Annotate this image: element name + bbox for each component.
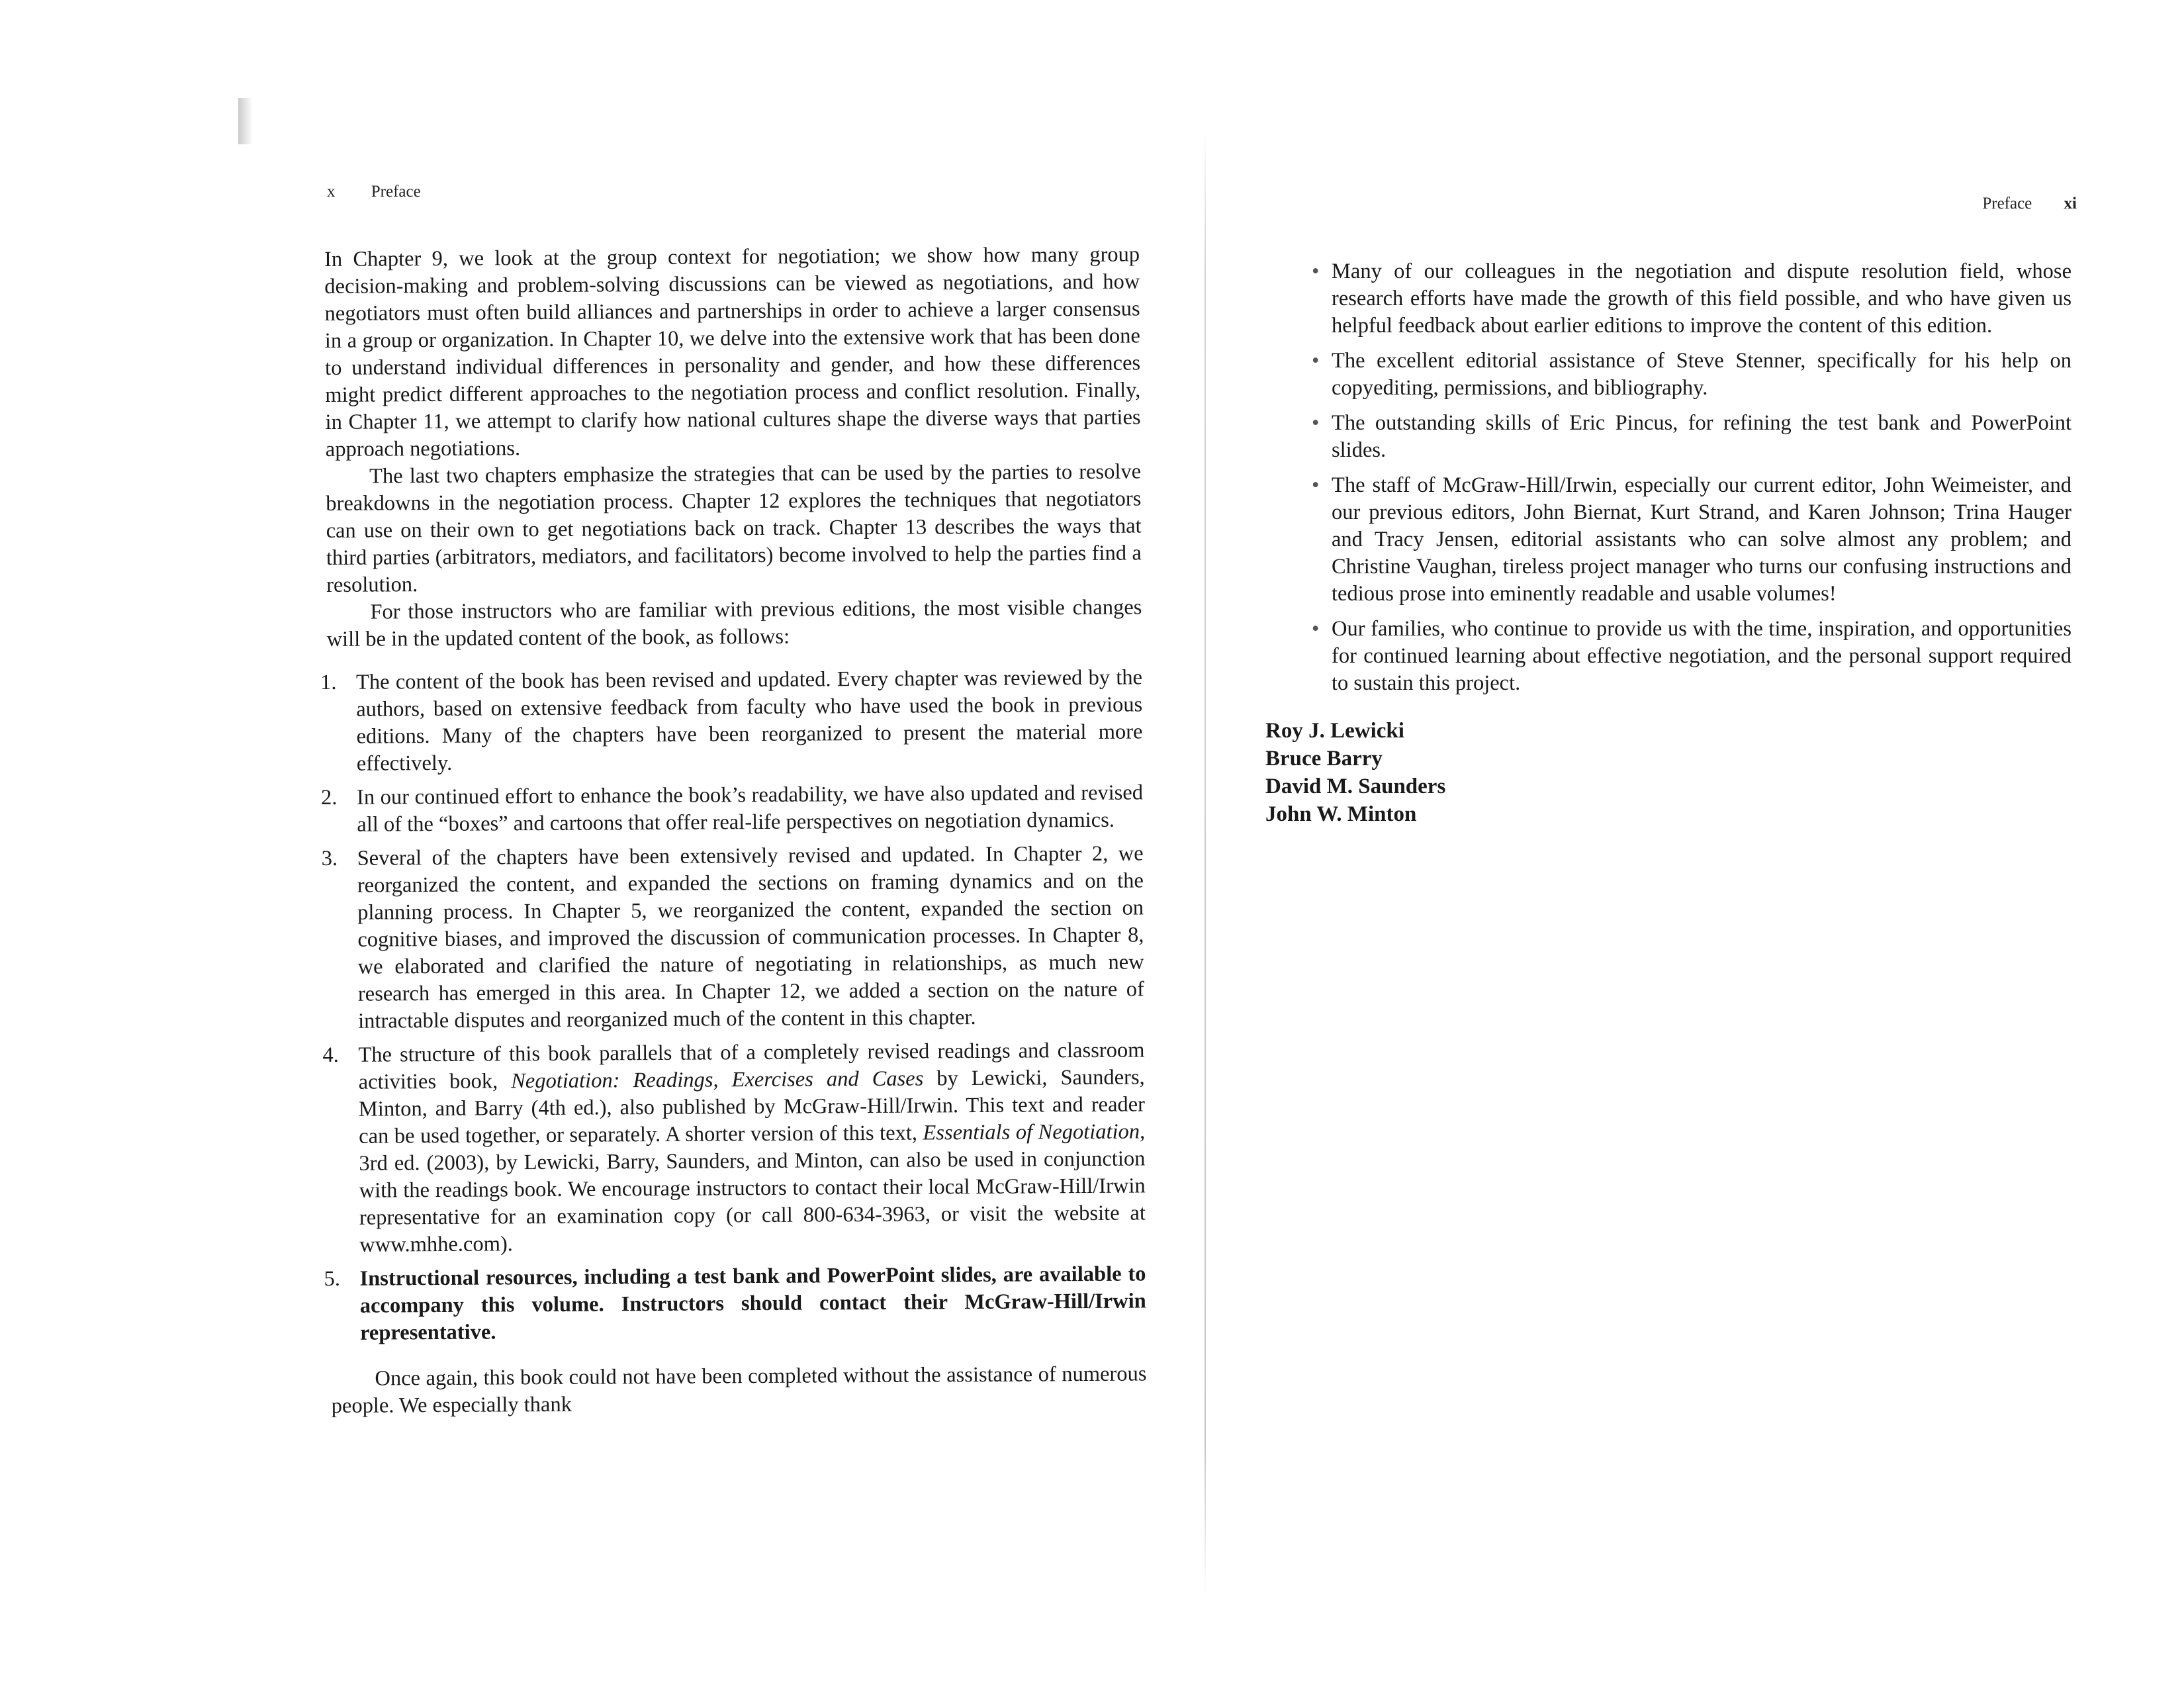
bullet-icon: • <box>1312 617 1320 641</box>
author-name: Roy J. Lewicki <box>1265 719 1404 743</box>
list-item <box>1265 348 2071 402</box>
list-item <box>1265 472 2071 608</box>
list-item-text: The content of the book has been revised and updated. Every chapter was reviewed by the authors, based on extensive feedback from faculty who have used the book in previous editions. Many of the chapters have been reorganized to present the material more effectively. <box>355 665 1143 776</box>
book-title-readings: Negotiation: Readings, Exercises and Cases <box>511 1066 924 1094</box>
bullet-icon: • <box>1312 473 1320 497</box>
paragraph-last-two-chapters: The last two chapters emphasize the strategies that can be used by the parties to resolve breakdowns in the negotiation process. Chapter 12 explores the techniques that negotiators can use on their own to get negotiations back on track. Chapter 13 describes the ways that third parties (arbitrators, mediators, and facilitators) become involved to help the parties find a resolution. <box>326 459 1142 597</box>
page-gutter <box>1205 126 1206 1595</box>
list-item <box>320 779 1144 839</box>
list-item-text-part: The structure of this book parallels that of a completely revised readings and classroom activities book, <box>358 1038 1145 1094</box>
list-item <box>324 1260 1146 1347</box>
list-item <box>1265 410 2071 464</box>
paragraph-chapters-9-11: In Chapter 9, we look at the group context for negotiation; we show how many group decision-making and problem-solving discussions can be viewed as negotiations, and how negotiators must often build alliances and partnerships in order to achieve a larger consensus in a group or organization. In Chapter 10, we delve into the extensive work that has been done to understand individual differences in personality and gender, and how these differences might predict different approaches to the negotiation process and conflict resolution. Finally, in Chapter 11, we attempt to clarify how national cultures shape the diverse ways that parties approach negotiations. <box>324 242 1141 461</box>
list-item <box>1265 258 2071 340</box>
list-item-text-part: by Lewicki, Saunders, Minton, and Barry (4th ed.), also published by McGraw-Hill/Irwin. This text and reader can be used together, or separately. A shorter version of this text, <box>358 1065 1146 1149</box>
list-item <box>321 840 1145 1035</box>
list-item-text-bold: Instructional resources, including a test bank and PowerPoint slides, are available to accompany this volume. Instructors should contact their McGraw-Hill/Irwin representative. <box>359 1262 1146 1345</box>
list-item-text: Many of our colleagues in the negotiation and dispute resolution field, whose research efforts have made the growth of this field possible, and who have given us helpful feedback about earlier editions to improve the content of this edition. <box>1332 259 2071 338</box>
list-item-text: Our families, who continue to provide us with the time, inspiration, and opportunities for continued learning about effective negotiation, and the personal support required to sustain this project. <box>1332 617 2071 695</box>
paragraph-instructors: For those instructors who are familiar with previous editions, the most visible changes will be in the updated content of the book, as follows: <box>326 595 1142 651</box>
list-item-number: 2. <box>320 785 338 810</box>
list-item-text-part: 3rd ed. (2003), by Lewicki, Barry, Saunders, and Minton, can also be used in conjunction with the readings book. We encourage instructors to contact their local McGraw-Hill/Irwin representative for an examination copy (or call 800-634-3963, or visit the website at www.mhhe.com). <box>359 1147 1146 1257</box>
book-title-essentials: Essentials of Negotiation, <box>923 1119 1146 1145</box>
author-signatures <box>1265 717 2071 828</box>
author-name: Bruce Barry <box>1265 747 1383 771</box>
list-item <box>320 664 1143 778</box>
author-name: John W. Minton <box>1265 802 1417 826</box>
bullet-icon: • <box>1312 411 1320 435</box>
list-item-number: 3. <box>321 846 338 871</box>
list-item-text: The excellent editorial assistance of Steve Stenner, specifically for his help on copyediting, permissions, and bibliography. <box>1332 349 2071 400</box>
left-header-title: Preface <box>371 183 421 201</box>
bullet-icon: • <box>1312 349 1320 373</box>
paragraph-closing: Once again, this book could not have been completed without the assistance of numerous people. We especially thank <box>331 1362 1147 1418</box>
list-item-text: In our continued effort to enhance the book’s readability, we have also updated and revised all of the “boxes” and cartoons that offer real-life perspectives on negotiation dynamics. <box>356 780 1144 837</box>
list-item-number: 1. <box>320 670 337 695</box>
list-item <box>1265 616 2071 697</box>
list-item-number: 5. <box>324 1266 341 1291</box>
list-item-text: The outstanding skills of Eric Pincus, for refining the test bank and PowerPoint slides. <box>1332 411 2071 462</box>
list-item-text: Several of the chapters have been extensively revised and updated. In Chapter 2, we reorganized the content, and expanded the sections on framing dynamics and on the planning process. In Chapter 5, we reorganized the content, expanded the section on cognitive biases, and improved the discussion of communication processes. In Chapter 8, we elaborated and clarified the nature of negotiating in relationships, as much new research has emerged in this area. In Chapter 12, we added a section on the nature of intractable disputes and reorganized much of the content in this chapter. <box>357 841 1144 1033</box>
list-item <box>322 1037 1146 1259</box>
list-item-text: The staff of McGraw-Hill/Irwin, especially our current editor, John Weimeister, and our previous editors, John Biernat, Kurt Strand, and Karen Johnson; Trina Hauger and Tracy Jensen, editorial assistants who can solve almost any problem; and Christine Vaughan, tireless project manager who turns our confusing instructions and tedious prose into eminently readable and usable volumes! <box>1332 473 2071 606</box>
right-header-title: Preface <box>1982 195 2032 212</box>
right-running-head <box>1982 195 2077 213</box>
acknowledgements-list <box>1265 258 2071 697</box>
right-page <box>1265 258 2071 828</box>
author-name: David M. Saunders <box>1265 774 1446 798</box>
bullet-icon: • <box>1312 259 1320 283</box>
right-page-number: xi <box>2064 195 2077 212</box>
scan-artifact <box>238 98 253 144</box>
list-item-number: 4. <box>322 1043 339 1068</box>
left-running-head <box>327 183 421 201</box>
left-page-number: x <box>327 183 336 201</box>
changes-list <box>320 664 1146 1347</box>
left-page <box>320 241 1147 1419</box>
